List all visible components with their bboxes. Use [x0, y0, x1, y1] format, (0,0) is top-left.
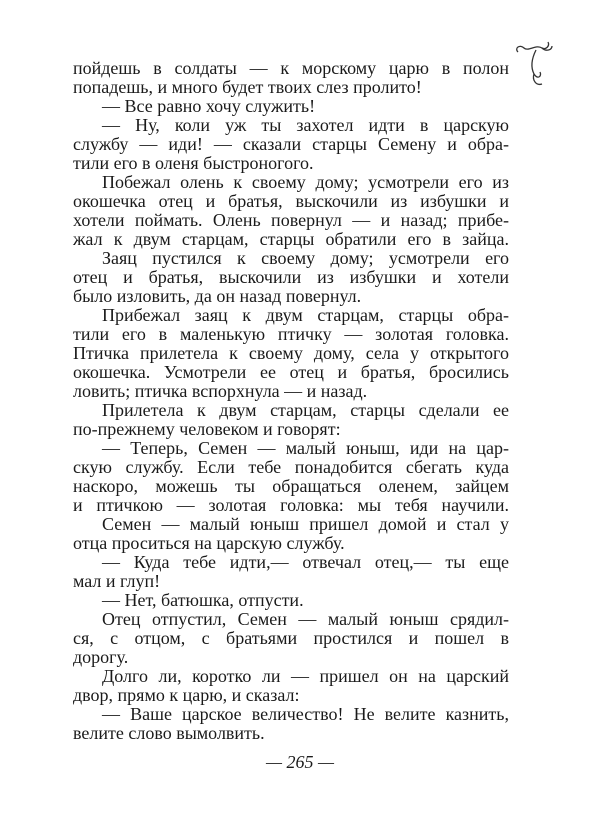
decorative-flourish-icon — [512, 40, 557, 90]
text-line: отец и братья, выскочили из избушки и хотели — [73, 267, 509, 287]
text-line: Птичка прилетела к своему дому, села у открытого — [73, 343, 509, 363]
text-line: ся, с отцом, с братьями простился и пошел в — [73, 628, 509, 648]
text-line: окошечка отец и братья, выскочили из избушки и — [73, 191, 509, 211]
text-line: Долго ли, коротко ли — пришел он на царский — [102, 666, 509, 686]
text-line: — Все равно хочу служить! — [102, 96, 316, 116]
page-number: — 265 — — [265, 752, 334, 772]
text-line: — Ваше царское величество! Не велите казнить, — [102, 704, 509, 724]
text-line: — Нет, батюшка, отпусти. — [102, 590, 304, 610]
text-line: дорогу. — [73, 647, 129, 667]
text-line: ловить; птичка вспорхнула — и назад. — [73, 381, 368, 401]
text-line: Побежал олень к своему дому; усмотрели его из — [102, 172, 509, 192]
page-body-text — [73, 59, 509, 743]
text-line: отца проситься на царскую службу. — [73, 533, 345, 553]
text-line: — Куда тебе идти,— отвечал отец,— ты еще — [102, 552, 509, 572]
text-line: хотели поймать. Олень повернул — и назад; прибе- — [73, 210, 509, 230]
text-line: Заяц пустился к своему дому; усмотрели его — [102, 248, 509, 268]
text-line: службу — иди! — сказали старцы Семену и обра- — [73, 134, 509, 154]
text-line: попадешь, и много будет твоих слез пролито! — [73, 77, 422, 97]
text-line: велите слово вымолвить. — [73, 723, 265, 743]
text-line: жал к двум старцам, старцы обратили его в зайца. — [73, 229, 509, 249]
text-line: двор, прямо к царю, и сказал: — [73, 685, 300, 705]
text-line: — Ну, коли уж ты захотел идти в царскую — [102, 115, 509, 135]
text-line: Отец отпустил, Семен — малый юныш срядил- — [102, 609, 509, 629]
text-line: тили его в маленькую птичку — золотая головка. — [73, 324, 509, 344]
text-line: мал и глуп! — [73, 571, 161, 591]
text-line: пойдешь в солдаты — к морскому царю в полон — [73, 58, 509, 78]
text-line: Семен — малый юныш пришел домой и стал у — [102, 514, 509, 534]
text-line: и птичкою — золотая головка: мы тебя научили. — [73, 495, 509, 515]
text-line: — Теперь, Семен — малый юныш, иди на цар- — [102, 438, 509, 458]
text-line: по-прежнему человеком и говорят: — [73, 419, 341, 439]
text-line: окошечка. Усмотрели ее отец и братья, бросились — [73, 362, 509, 382]
text-line: было изловить, да он назад повернул. — [73, 286, 362, 306]
text-line: тили его в оленя быстроногого. — [73, 153, 314, 173]
text-line: наскоро, можешь ты обращаться оленем, зайцем — [73, 476, 509, 496]
text-line: Прибежал заяц к двум старцам, старцы обра- — [102, 305, 509, 325]
text-line: Прилетела к двум старцам, старцы сделали ее — [102, 400, 509, 420]
text-line: скую службу. Если тебе понадобится сбегать куда — [73, 457, 509, 477]
